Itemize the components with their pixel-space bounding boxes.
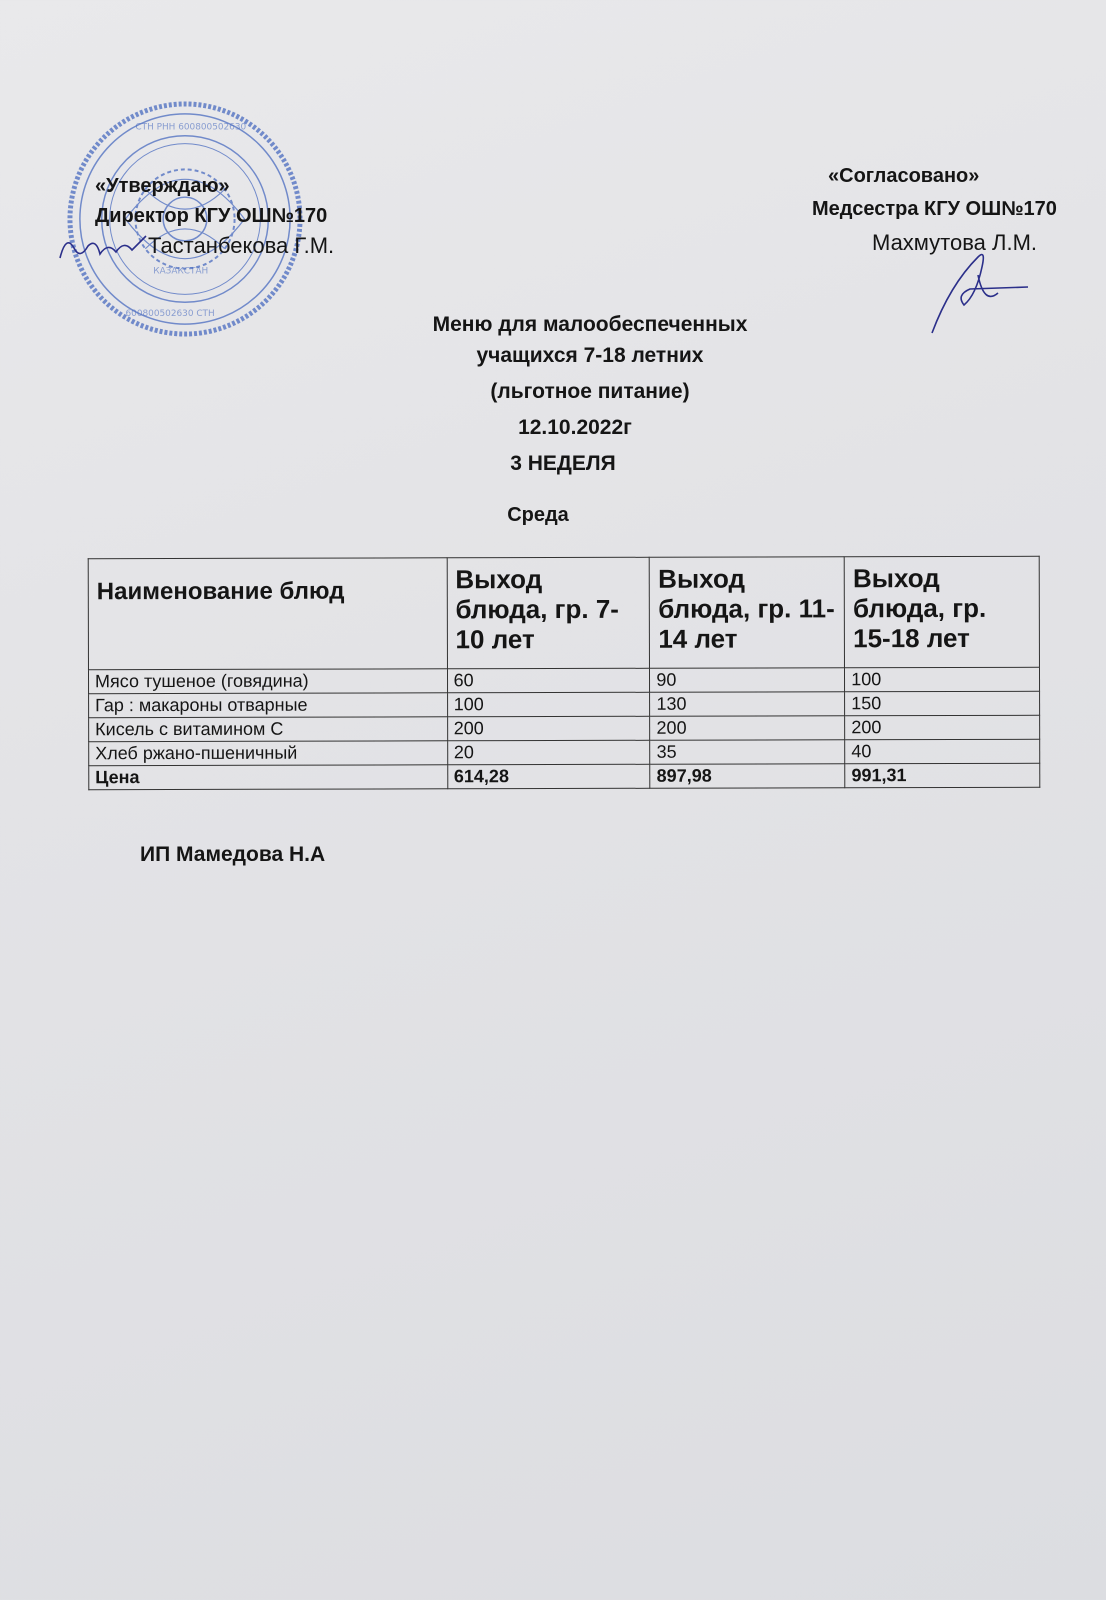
portion-11-14: 90 bbox=[650, 668, 845, 693]
title-line-2: учащихся 7-18 летних bbox=[476, 344, 704, 367]
price-row bbox=[89, 763, 1040, 789]
approver-name-left: Тастанбекова Г.М. bbox=[148, 233, 335, 258]
svg-text:600800502630 СТН: 600800502630 СТН bbox=[125, 309, 215, 320]
approval-heading-left: «Утверждаю» bbox=[95, 175, 230, 197]
price-7-10: 614,28 bbox=[447, 764, 650, 789]
header-dish-name: Наименование блюд bbox=[88, 558, 447, 670]
portion-15-18: 150 bbox=[845, 691, 1040, 716]
header-portion-7-10: Выход блюда, гр. 7-10 лет bbox=[447, 557, 650, 669]
portion-15-18: 40 bbox=[845, 739, 1040, 764]
table-row bbox=[89, 715, 1040, 741]
portion-7-10: 60 bbox=[447, 668, 650, 693]
portion-11-14: 200 bbox=[650, 716, 845, 741]
approver-position-left: Директор КГУ ОШ№170 bbox=[95, 205, 328, 227]
title-line-3: (льготное питание) bbox=[490, 380, 690, 403]
price-label: Цена bbox=[89, 765, 448, 790]
header-portion-15-18: Выход блюда, гр. 15-18 лет bbox=[844, 556, 1039, 668]
portion-7-10: 20 bbox=[447, 740, 650, 765]
menu-date: 12.10.2022г bbox=[518, 416, 632, 439]
portion-15-18: 200 bbox=[845, 715, 1040, 740]
dish-name: Кисель с витамином С bbox=[89, 717, 448, 742]
menu-day: Среда bbox=[507, 504, 569, 526]
header-portion-11-14: Выход блюда, гр. 11-14 лет bbox=[650, 557, 845, 669]
title-line-1: Меню для малообеспеченных bbox=[432, 313, 748, 336]
portion-11-14: 130 bbox=[650, 692, 845, 717]
supplier-name: ИП Мамедова Н.А bbox=[140, 843, 326, 866]
svg-text:КАЗАКСТАН: КАЗАКСТАН bbox=[153, 266, 209, 277]
svg-text:СТН РНН 600800502630: СТН РНН 600800502630 bbox=[135, 122, 247, 133]
table-header-row bbox=[88, 556, 1039, 669]
menu-week: 3 НЕДЕЛЯ bbox=[510, 452, 616, 475]
dish-name: Гар : макароны отварные bbox=[89, 693, 448, 718]
approval-heading-right: «Согласовано» bbox=[828, 165, 980, 187]
approver-position-right: Медсестра КГУ ОШ№170 bbox=[812, 198, 1057, 220]
dish-name: Мясо тушеное (говядина) bbox=[88, 669, 447, 694]
portion-11-14: 35 bbox=[650, 740, 845, 765]
table-row bbox=[88, 667, 1039, 693]
signature-left bbox=[52, 228, 152, 268]
table-row bbox=[89, 739, 1040, 765]
portion-7-10: 100 bbox=[447, 692, 650, 717]
table-row bbox=[89, 691, 1040, 717]
portion-15-18: 100 bbox=[845, 667, 1040, 692]
price-11-14: 897,98 bbox=[650, 764, 845, 789]
portion-7-10: 200 bbox=[447, 716, 650, 741]
menu-table bbox=[88, 556, 1041, 790]
approver-name-right: Махмутова Л.М. bbox=[872, 230, 1038, 255]
dish-name: Хлеб ржано-пшеничный bbox=[89, 741, 448, 766]
price-15-18: 991,31 bbox=[845, 763, 1040, 788]
